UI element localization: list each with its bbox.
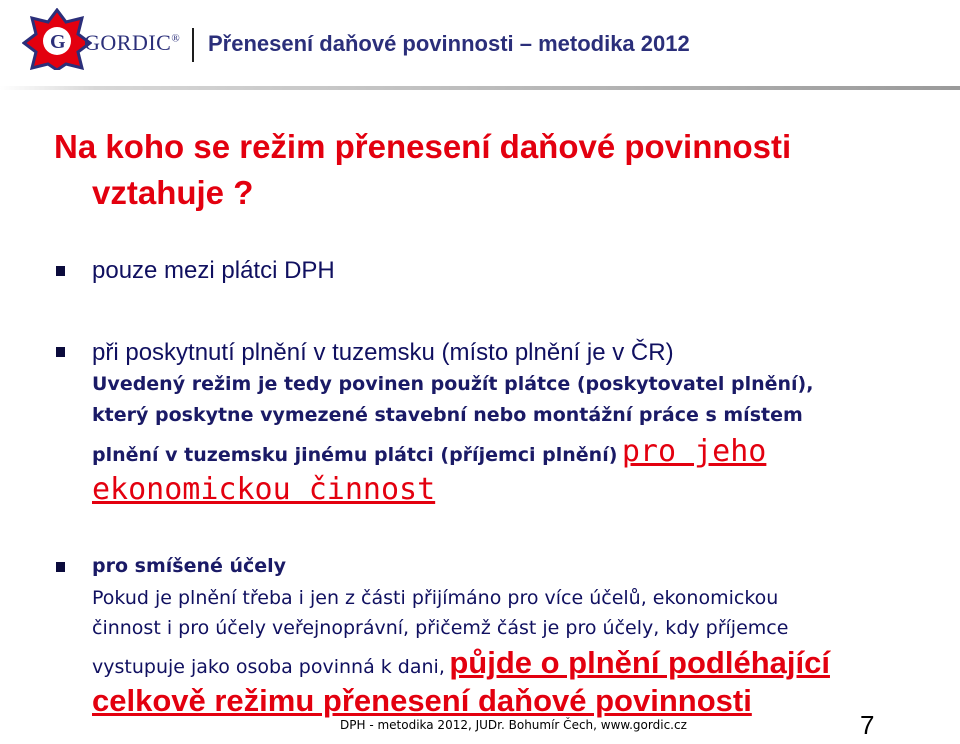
gordic-logo	[22, 8, 92, 70]
paragraph-2-line-1: Pokud je plnění třeba i jen z části přijímáno pro více účelů, ekonomickou	[92, 587, 779, 609]
bullet-icon	[56, 562, 65, 572]
paragraph-2-line-3: vystupuje jako osoba povinná k dani, půjde o plnění podléhající	[92, 645, 830, 680]
header-separator	[192, 28, 194, 62]
bullet-icon	[56, 347, 65, 357]
paragraph-1-line-3: plnění v tuzemsku jinému plátci (příjemci plnění) pro jeho	[92, 434, 767, 469]
slide-title	[54, 124, 914, 216]
bullet-item-1: pouze mezi plátci DPH	[92, 257, 335, 284]
highlight-pujde-o-plneni: půjde o plnění podléhající	[449, 645, 830, 680]
logo-text: GORDIC®	[84, 30, 181, 55]
header-rule	[0, 86, 960, 90]
paragraph-2-line-2: činnost i pro účely veřejnoprávní, přičemž část je pro účely, kdy příjemce	[92, 617, 789, 639]
slide-title-line-2: vztahuje ?	[92, 174, 254, 211]
bullet-item-2: při poskytnutí plnění v tuzemsku (místo plnění je v ČR)	[92, 339, 674, 366]
bullet-item-3: pro smíšené účely	[92, 555, 287, 577]
slide-title-line-1: Na koho se režim přenesení daňové povinnosti	[54, 128, 792, 165]
highlight-pro-jeho: pro jeho	[621, 434, 767, 469]
footer-text: DPH - metodika 2012, JUDr. Bohumír Čech, www.gordic.cz	[340, 718, 687, 732]
paragraph-1-line-1: Uvedený režim je tedy povinen použít plátce (poskytovatel plnění),	[92, 373, 814, 395]
bullet-icon	[56, 266, 65, 276]
highlight-ekonomickou-cinnost: ekonomickou činnost	[92, 472, 436, 507]
header-title: Přenesení daňové povinnosti – metodika 2012	[208, 31, 690, 56]
highlight-celkove-rezimu: celkově režimu přenesení daňové povinnosti	[92, 683, 752, 718]
page-number: 7	[860, 710, 875, 740]
svg-text:G: G	[50, 31, 66, 53]
paragraph-1-line-2: který poskytne vymezené stavební nebo montážní práce s místem	[92, 404, 803, 426]
